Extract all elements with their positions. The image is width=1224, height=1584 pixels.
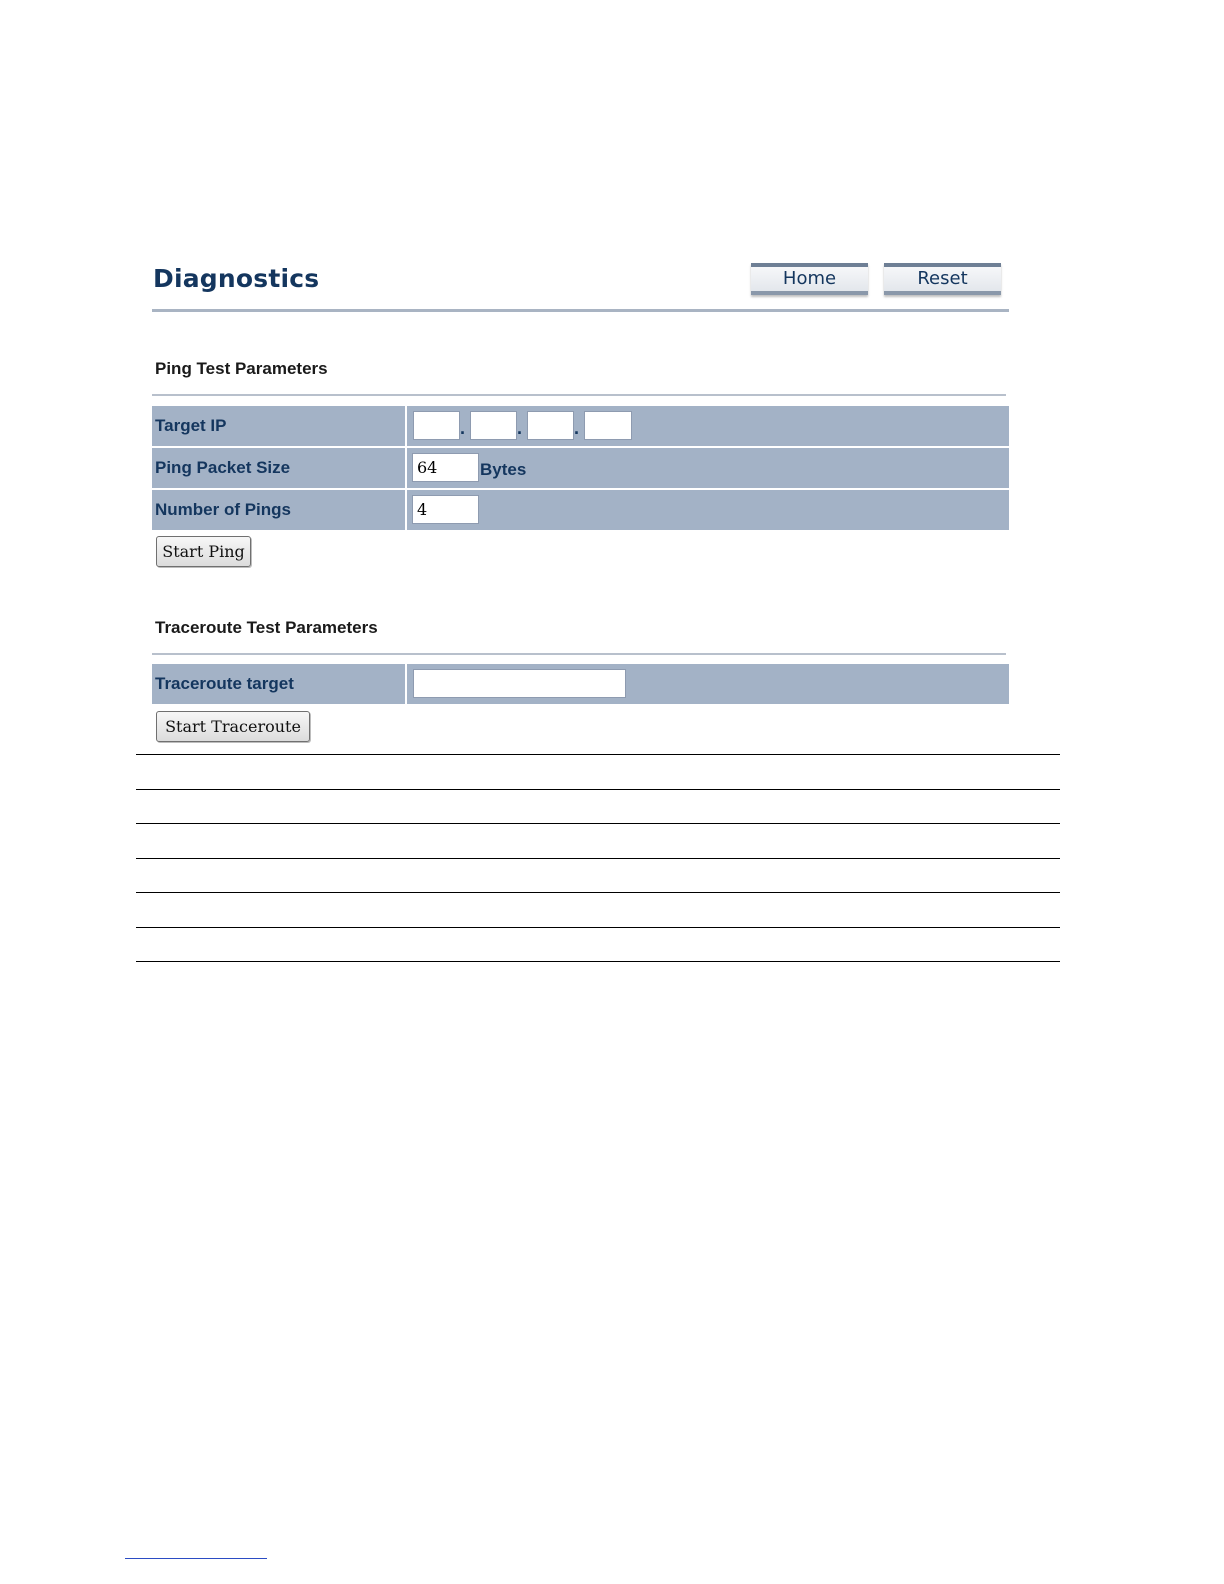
table-rule [136,789,1060,790]
num-pings-input[interactable] [412,495,479,524]
traceroute-target-input[interactable] [413,669,626,698]
target-ip-octet-4[interactable] [584,411,632,440]
table-rule [136,927,1060,928]
reset-button[interactable]: Reset [884,263,1001,295]
footer-link-underline [125,1558,267,1559]
target-ip-octet-3[interactable] [527,411,574,440]
home-button[interactable]: Home [751,263,868,295]
ping-section-divider [152,394,1006,396]
packet-size-input[interactable] [412,453,479,482]
table-rule [136,892,1060,893]
target-ip-row [152,406,1009,446]
table-rule [136,823,1060,824]
table-rule [136,961,1060,962]
target-ip-label: Target IP [152,406,407,446]
table-rule [136,754,1060,755]
packet-size-label: Ping Packet Size [152,448,407,488]
ip-separator: . [460,418,466,438]
page-title: Diagnostics [153,264,320,293]
num-pings-row [152,490,1009,530]
table-rule [136,858,1060,859]
target-ip-octet-1[interactable] [413,411,460,440]
ping-section-title: Ping Test Parameters [155,359,328,378]
title-divider [152,309,1009,312]
target-ip-octet-2[interactable] [470,411,517,440]
traceroute-target-row [152,664,1009,704]
traceroute-section-divider [152,653,1006,655]
num-pings-label: Number of Pings [152,490,407,530]
start-traceroute-button[interactable]: Start Traceroute [156,711,310,742]
packet-size-row [152,448,1009,488]
traceroute-section-title: Traceroute Test Parameters [155,618,378,637]
traceroute-target-label: Traceroute target [152,664,407,704]
ip-separator: . [517,418,523,438]
packet-size-unit: Bytes [480,460,527,479]
ip-separator: . [574,418,580,438]
start-ping-button[interactable]: Start Ping [156,536,251,567]
